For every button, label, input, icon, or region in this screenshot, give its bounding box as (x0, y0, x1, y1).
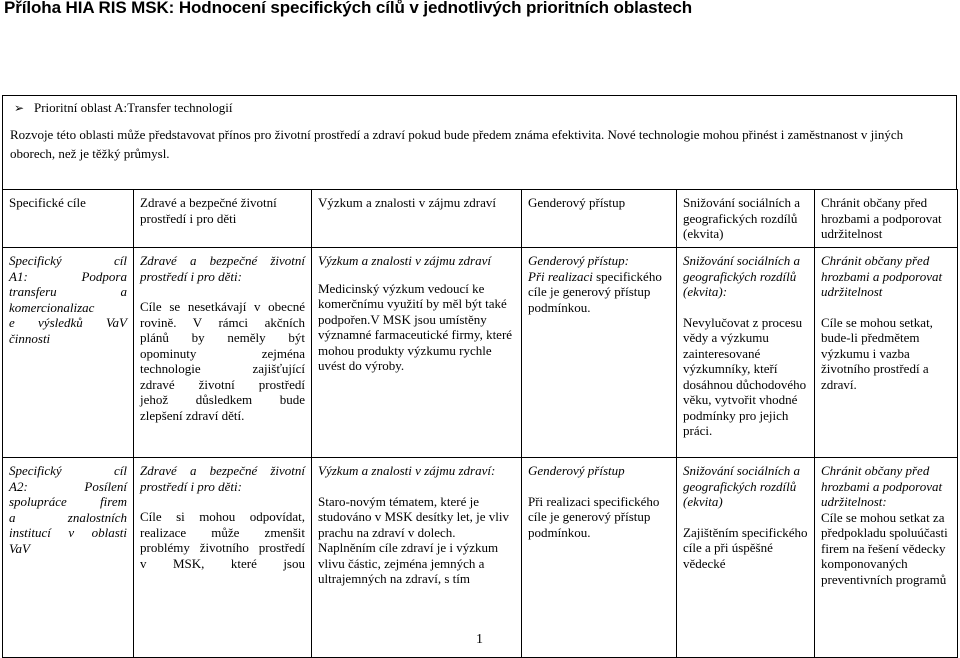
goals-table (2, 189, 958, 658)
table-header-row (3, 190, 958, 248)
section-box (2, 95, 957, 190)
health-environment-cell: Zdravé a bezpečné životní prostředí i pro děti: Cíle se nesetkávají v obecné rovině. V rámci akčních plánů by neměly být opominuty zejména technologie zajišťující zdravé životní prostředí jehož důsledkem bude zlepšení zdraví dětí. (134, 248, 312, 458)
goal-name-cell: Specifický cíl A1: Podpora transferu a komercionalizac e výsledků VaV činnosti (3, 248, 134, 458)
table-row (3, 248, 958, 458)
sustainability-cell: Chránit občany před hrozbami a podporovat udržitelnost: Cíle se mohou setkat za předpokladu spoluúčasti firem na řešení vědecky komponovaných preventivních programů (815, 458, 958, 658)
goal-name-cell: Specifický cíl A2: Posílení spolupráce firem a znalostních institucí v oblasti VaV (3, 458, 134, 658)
page-number: 1 (476, 632, 483, 647)
header-cell: Chránit občany před hrozbami a podporovat udržitelnost (815, 190, 958, 248)
header-cell: Snižování sociálních a geografických rozdílů (ekvita) (677, 190, 815, 248)
equity-cell: Snižování sociálních a geografických rozdílů (ekvita): Nevylučovat z procesu vědy a výzkumu zainteresované výzkumníky, kteří dosáhnou důchodového věku, vytvořit vhodné podmínky pro jejich práci. (677, 248, 815, 458)
sustainability-cell: Chránit občany před hrozbami a podporovat udržitelnost Cíle se mohou setkat, bude-li předmětem výzkumu i vazba životního prostředí a zdraví. (815, 248, 958, 458)
section-intro: Rozvoje této oblasti může představovat přínos pro životní prostředí a zdraví pokud bude předem známa efektivita. Nové technologie mohou přinést i zaměstnanost v jiných oborech, než je těžký průmysl. (10, 127, 904, 161)
header-cell: Zdravé a bezpečné životní prostředí i pro děti (134, 190, 312, 248)
research-cell: Výzkum a znalosti v zájmu zdraví: Staro-novým tématem, které je studováno v MSK desítky let, je vliv prachu na zdraví v dolech. Naplněním cíle zdraví je i výzkum vlivu částic, zejména jemných a ultrajemných na zdraví, s tím (312, 458, 522, 658)
header-cell: Genderový přístup (522, 190, 677, 248)
research-cell: Výzkum a znalosti v zájmu zdraví Medicinský výzkum vedoucí ke komerčnímu využití by měl být také podpořen.V MSK jsou umístěny významné farmaceutické firmy, které mohou produkty výzkumu rychle uvést do výroby. (312, 248, 522, 458)
arrow-bullet-icon: ➢ (14, 101, 25, 115)
health-environment-cell: Zdravé a bezpečné životní prostředí i pro děti: Cíle si mohou odpovídat, realizace může zmenšit problémy životního prostředí v MSK, které jsou (134, 458, 312, 658)
header-cell: Specifické cíle (3, 190, 134, 248)
priority-area-heading (14, 100, 232, 116)
table-row (3, 458, 958, 658)
priority-area-label: Prioritní oblast A:Transfer technologií (34, 100, 233, 115)
gender-cell: Genderový přístup Při realizaci specifického cíle je generový přístup podmínkou. (522, 458, 677, 658)
page-title: Příloha HIA RIS MSK: Hodnocení specifických cílů v jednotlivých prioritních oblastech (4, 0, 693, 17)
gender-cell: Genderový přístup: Při realizaci specifického cíle je generový přístup podmínkou. (522, 248, 677, 458)
equity-cell: Snižování sociálních a geografických rozdílů (ekvita) Zajištěním specifického cíle a při úspěšné vědecké (677, 458, 815, 658)
header-cell: Výzkum a znalosti v zájmu zdraví (312, 190, 522, 248)
